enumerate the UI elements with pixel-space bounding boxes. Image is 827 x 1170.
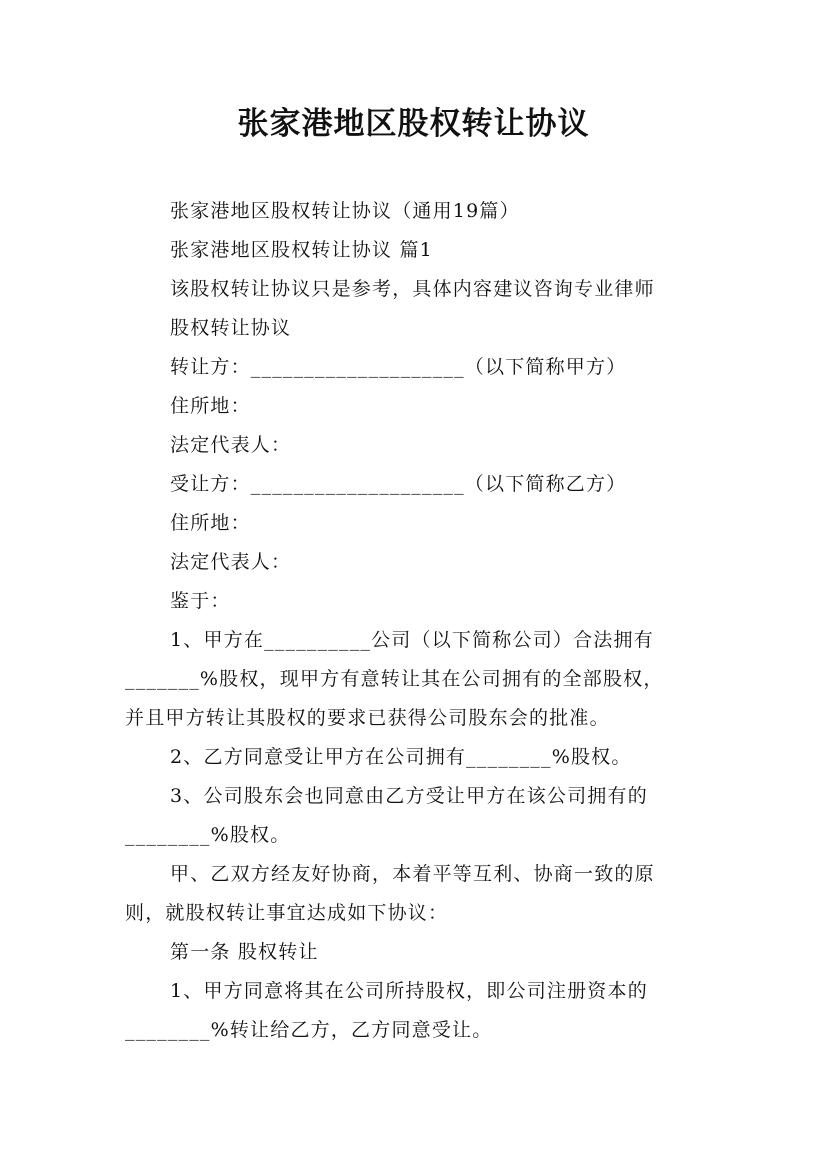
recital-1-line-2: _______%股权，现甲方有意转让其在公司拥有的全部股权， [125, 668, 664, 690]
recital-3-line-2: ________%股权。 [125, 824, 291, 846]
recital-1-line-1: 1、甲方在__________公司（以下简称公司）合法拥有 [170, 629, 654, 651]
recital-2: 2、乙方同意受让甲方在公司拥有________%股权。 [170, 746, 632, 768]
paragraph-chapter-heading: 张家港地区股权转让协议 篇1 [170, 239, 433, 261]
transferor-address-line: 住所地： [170, 395, 251, 417]
paragraph-reference-note: 该股权转让协议只是参考，具体内容建议咨询专业律师 [170, 278, 655, 300]
recital-1-line-3: 并且甲方转让其股权的要求已获得公司股东会的批准。 [125, 707, 610, 729]
paragraph-subtitle: 张家港地区股权转让协议（通用19篇） [170, 200, 520, 222]
transferee-address-line: 住所地： [170, 512, 251, 534]
document-title: 张家港地区股权转让协议 [237, 106, 590, 142]
transferee-line: 受让方：____________________（以下简称乙方） [170, 473, 627, 495]
transferee-representative-line: 法定代表人： [170, 551, 292, 573]
transferor-line: 转让方：____________________（以下简称甲方） [170, 356, 627, 378]
whereas-heading: 鉴于： [170, 590, 231, 612]
recital-3-line-1: 3、公司股东会也同意由乙方受让甲方在该公司拥有的 [170, 785, 648, 807]
article-1-heading: 第一条 股权转让 [170, 941, 319, 963]
transferor-representative-line: 法定代表人： [170, 434, 292, 456]
paragraph-agreement-name: 股权转让协议 [170, 317, 292, 339]
article-1-clause-1-line-1: 1、甲方同意将其在公司所持股权，即公司注册资本的 [170, 980, 648, 1002]
article-1-clause-1-line-2: ________%转让给乙方，乙方同意受让。 [125, 1019, 493, 1041]
agreement-intro-line-2: 则，就股权转让事宜达成如下协议： [125, 902, 449, 924]
agreement-intro-line-1: 甲、乙双方经友好协商，本着平等互利、协商一致的原 [170, 863, 655, 885]
